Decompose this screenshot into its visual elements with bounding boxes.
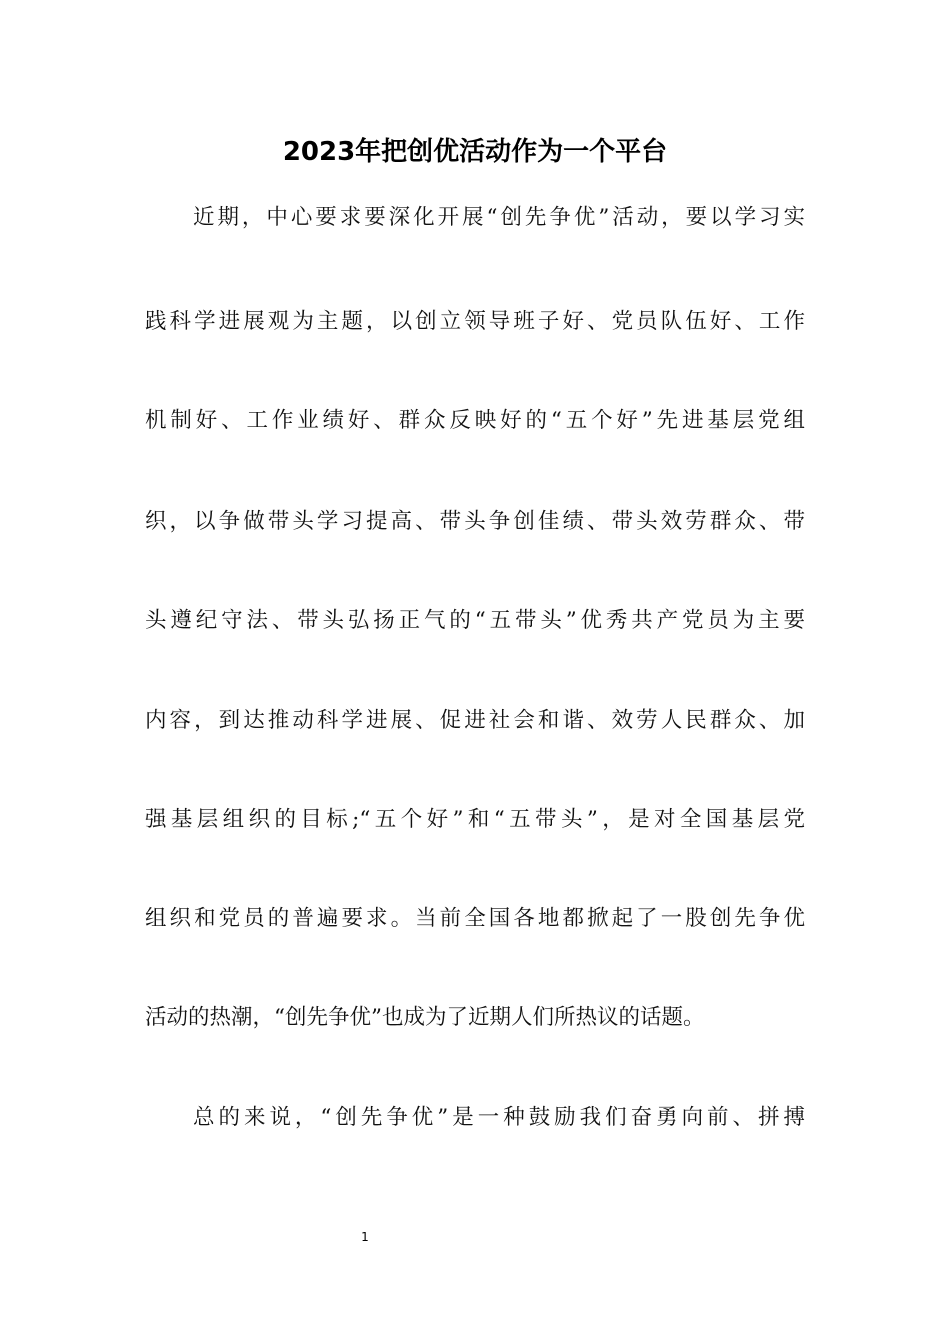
paragraph-1-line-2: 践科学进展观为主题，以创立领导班子好、党员队伍好、工作 xyxy=(145,309,805,334)
paragraph-1-line-5: 头遵纪守法、带头弘扬正气的“五带头”优秀共产党员为主要 xyxy=(145,608,805,633)
paragraph-1-line-4: 织，以争做带头学习提高、带头争创佳绩、带头效劳群众、带 xyxy=(145,509,805,534)
paragraph-1-line-9: 活动的热潮，“创先争优”也成为了近期人们所热议的话题。 xyxy=(145,1005,705,1030)
document-title: 2023年把创优活动作为一个平台 xyxy=(282,137,668,167)
paragraph-1-line-7: 强基层组织的目标;“五个好”和“五带头”，是对全国基层党 xyxy=(145,807,805,832)
paragraph-1-line-6: 内容，到达推动科学进展、促进社会和谐、效劳人民群众、加 xyxy=(145,708,805,733)
paragraph-1-line-8: 组织和党员的普遍要求。当前全国各地都掀起了一股创先争优 xyxy=(145,906,805,931)
paragraph-1-line-1: 近期，中心要求要深化开展“创先争优”活动，要以学习实 xyxy=(193,205,805,230)
paragraph-2-line-1: 总的来说，“创先争优”是一种鼓励我们奋勇向前、拼搏 xyxy=(193,1105,805,1130)
page-number: 1 xyxy=(361,1230,369,1244)
paragraph-1-line-3: 机制好、工作业绩好、群众反映好的“五个好”先进基层党组 xyxy=(145,408,805,433)
